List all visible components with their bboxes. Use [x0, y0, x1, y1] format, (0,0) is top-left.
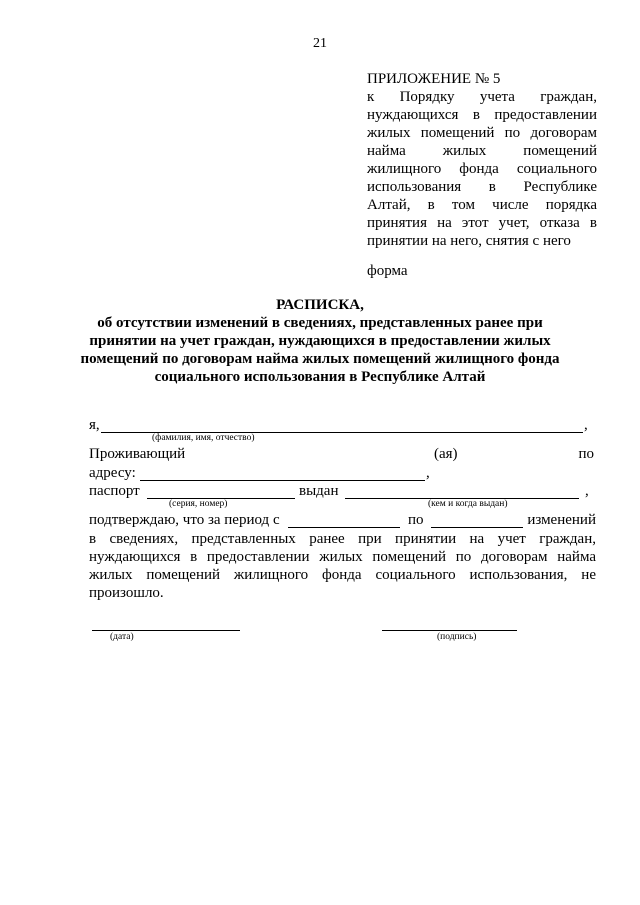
heading-line: об отсутствии изменений в сведениях, представленных ранее при: [97, 315, 543, 331]
appendix-block: [367, 70, 597, 250]
appendix-line: найма жилых помещений: [367, 143, 597, 159]
issued-caption: (кем и когда выдан): [428, 499, 508, 509]
confirm-row: [89, 512, 596, 532]
confirm-po: по: [408, 512, 424, 528]
appendix-line: принятии на него, снятия с него: [367, 233, 571, 249]
appendix-title: ПРИЛОЖЕНИЕ № 5: [367, 71, 501, 87]
heading-line: помещений по договорам найма жилых помещений жилищного фонда: [80, 351, 560, 367]
period-from-field[interactable]: [288, 526, 400, 528]
i-label: я,: [89, 417, 100, 433]
body-line: нуждающихся в предоставлении жилых помещений по договорам найма: [89, 549, 596, 565]
date-caption: (дата): [110, 632, 134, 642]
address-row: [89, 465, 596, 485]
appendix-line: к Порядку учета граждан,: [367, 89, 597, 105]
appendix-line: жилищного фонда социального: [367, 161, 597, 177]
body-line: жилых помещений жилищного фонда социального использования, не: [89, 567, 596, 583]
page-number: 21: [313, 36, 327, 51]
address-field[interactable]: [140, 479, 425, 481]
residing-row: [89, 446, 596, 466]
series-caption: (серия, номер): [169, 499, 228, 509]
residing-po: по: [578, 446, 594, 462]
heading-line: принятии на учет граждан, нуждающихся в предоставлении жилых: [89, 333, 551, 349]
fio-caption: (фамилия, имя, отчество): [152, 433, 255, 443]
form-label: форма: [367, 263, 408, 279]
residing-word: Проживающий: [89, 446, 186, 462]
passport-row: [89, 483, 596, 503]
residing-suffix: (ая): [434, 446, 458, 462]
comma: ,: [585, 483, 589, 499]
appendix-line: Алтай, в том числе порядка: [367, 197, 597, 213]
issued-label: выдан: [299, 483, 339, 499]
date-field[interactable]: [92, 630, 240, 631]
address-label: адресу:: [89, 465, 136, 481]
body-paragraph: [89, 530, 596, 602]
comma: ,: [584, 417, 588, 433]
period-to-field[interactable]: [431, 526, 523, 528]
comma: ,: [426, 465, 430, 481]
confirm-start: подтверждаю, что за период с: [89, 512, 280, 528]
appendix-line: принятия на этот учет, отказа в: [367, 215, 597, 231]
appendix-line: нуждающихся в предоставлении: [367, 107, 597, 123]
confirm-end: изменений: [527, 512, 596, 528]
document-heading: [60, 296, 580, 386]
document-title: РАСПИСКА,: [276, 297, 364, 313]
appendix-line: использования в Республике: [367, 179, 597, 195]
passport-label: паспорт: [89, 483, 140, 499]
body-line-last: произошло.: [89, 585, 164, 601]
body-line: в сведениях, представленных ранее при принятии на учет граждан,: [89, 531, 596, 547]
signature-field[interactable]: [382, 630, 517, 631]
heading-line: социального использования в Республике Алтай: [154, 369, 486, 385]
appendix-line: жилых помещений по договорам: [367, 125, 597, 141]
signature-caption: (подпись): [437, 632, 477, 642]
